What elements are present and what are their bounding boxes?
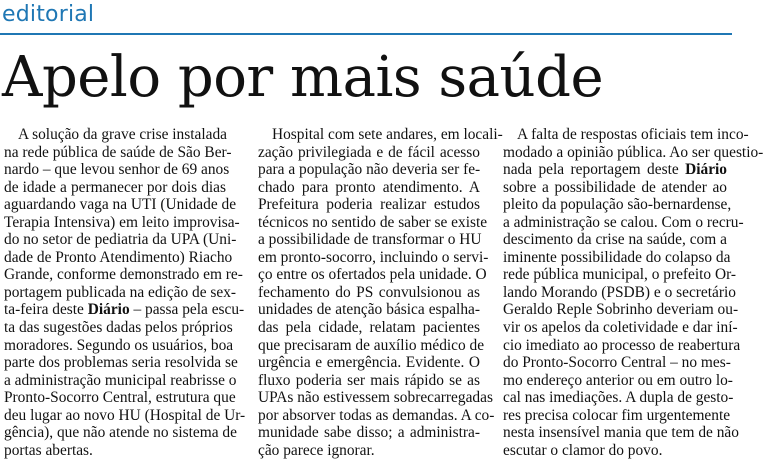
headline: Apelo por mais saúde (2, 45, 604, 110)
text-line: nesta insensível mania que tem de não (503, 424, 739, 442)
text-line: portagem publicada na edição de sex- (4, 283, 237, 301)
text-line: vir os apelos da coletividade e dar iní- (503, 319, 738, 337)
text-line: Terapia Intensiva) em leito improvisa- (4, 213, 240, 231)
text-line: nardo – que levou senhor de 69 anos (4, 161, 230, 179)
text-line: das pela cidade, relatam pacientes (258, 319, 480, 337)
text-line: a administração se calou. Com o recru- (503, 213, 744, 231)
text-line: nada pela reportagem deste Diário (503, 161, 727, 179)
text-line: iminente possibilidade do colapso da (503, 248, 731, 266)
text-line: dade de Pronto Atendimento) Riacho (4, 248, 233, 266)
text-line: na rede pública de saúde de São Ber- (4, 143, 232, 161)
article-column-1 (4, 126, 246, 459)
text-line: urgência e emergência. Evidente. O (258, 354, 480, 372)
text-line: ta-feira deste Diário – passa pela escu- (4, 301, 245, 319)
text-line: Pronto-Socorro Central, estrutura que (4, 389, 236, 407)
text-line: fechamento do PS convulsionou as (258, 283, 480, 301)
text-line: UPAs não estivessem sobrecarregadas (258, 389, 493, 407)
text-line: Hospital com sete andares, em locali- (272, 126, 503, 143)
text-line: Grande, conforme demonstrado em re- (4, 266, 243, 284)
text-line: cal nas imediações. A dupla de gesto- (503, 389, 734, 407)
text-line: deu lugar ao novo HU (Hospital de Ur- (4, 406, 246, 424)
text-line: A solução da grave crise instalada (18, 126, 227, 143)
text-line: aguardando vaga na UTI (Unidade de (4, 196, 237, 214)
text-line: parte dos problemas seria resolvida se (4, 354, 238, 372)
text-line: zação privilegiada e de fácil acesso (258, 143, 480, 161)
text-line: ço entre os ofertados pela unidade. O (258, 266, 487, 284)
text-line: para a população não deveria ser fe- (258, 161, 481, 179)
section-label: editorial (2, 2, 95, 27)
text-line: em pronto-socorro, incluindo o servi- (258, 248, 489, 266)
text-line: descimento da crise na saúde, com a (503, 231, 727, 249)
text-line: modado a opinião pública. Ao ser questio- (503, 143, 763, 161)
text-line: A falta de respostas oficiais tem inco- (517, 126, 749, 143)
text-line: Geraldo Reple Sobrinho deveriam ou- (503, 301, 739, 319)
text-line: mo endereço anterior ou em outro lo- (503, 371, 733, 389)
text-line: que precisaram de auxílio médico de (258, 336, 485, 354)
article-column-2 (258, 126, 503, 459)
text-line: res precisa colocar fim urgentemente (503, 406, 731, 424)
text-line: cio imediato ao processo de reabertura (503, 336, 741, 354)
text-line: gência), que não atende no sistema de (4, 424, 237, 442)
text-line: portas abertas. (4, 441, 93, 459)
bold-term: Diário (87, 301, 130, 319)
text-line: a possibilidade de transformar o HU (258, 231, 482, 249)
text-line: chado para pronto atendimento. A (258, 178, 480, 196)
text-line: sobre a possibilidade de atender ao (503, 178, 727, 196)
text-line: pleito da população são-bernardense, (503, 196, 732, 214)
text-line: de idade a permanecer por dois dias (4, 178, 226, 196)
text-line: rede pública municipal, o prefeito Or- (503, 266, 737, 284)
text-line: moradores. Segundo os usuários, boa (4, 336, 234, 354)
article-column-3 (503, 126, 763, 459)
text-line: ta das sugestões dadas pelos próprios (4, 319, 233, 337)
text-line: do Pronto-Socorro Central – no mes- (503, 354, 731, 372)
text-line: do no setor de pediatria da UPA (Uni- (4, 231, 237, 249)
text-line: Prefeitura poderia realizar estudos (258, 196, 480, 214)
text-line: fluxo poderia ser mais rápido se as (258, 371, 480, 389)
text-line: munidade sabe disso; a administra- (258, 424, 480, 442)
text-line: unidades de atenção básica espalha- (258, 301, 480, 319)
text-line: escutar o clamor do povo. (503, 441, 663, 459)
section-divider (0, 33, 732, 35)
text-line: lando Morando (PSDB) e o secretário (503, 283, 736, 301)
text-line: ção parece ignorar. (258, 441, 375, 459)
text-line: técnicos no sentido de saber se existe (258, 213, 488, 231)
text-line: a administração municipal reabrisse o (4, 371, 237, 389)
text-line: por absorver todas as demandas. A co- (258, 406, 495, 424)
bold-term: Diário (685, 161, 727, 179)
